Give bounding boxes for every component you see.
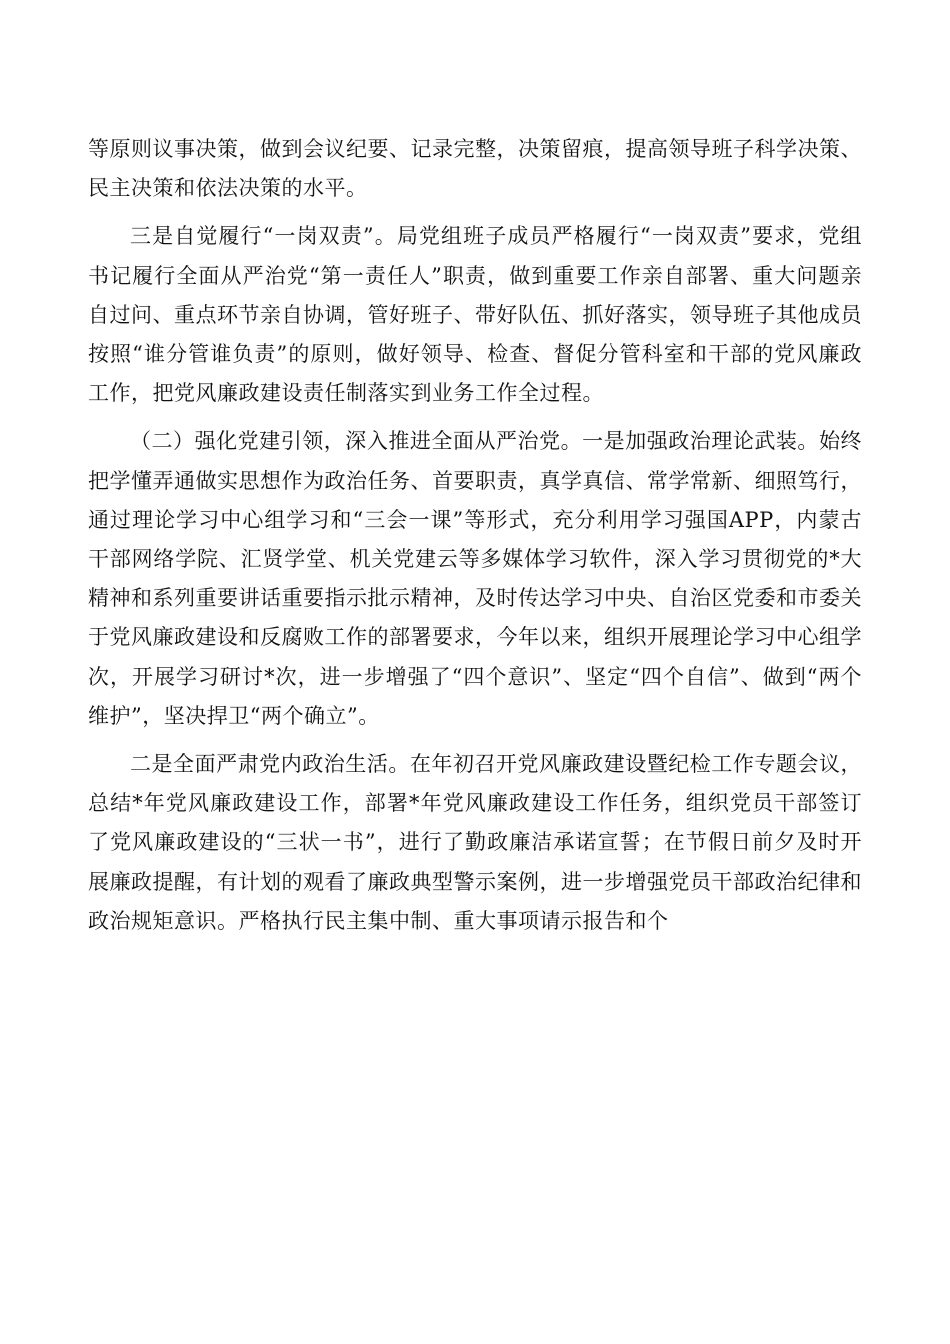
document-body xyxy=(88,130,862,941)
paragraph-3: （二）强化党建引领，深入推进全面从严治党。一是加强政治理论武装。始终把学懂弄通做实思想作为政治任务、首要职责，真学真信、常学常新、细照笃行，通过理论学习中心组学习和“三会一课”等形式，充分利用学习强国APP，内蒙古干部网络学院、汇贤学堂、机关党建云等多媒体学习软件，深入学习贯彻党的*大精神和系列重要讲话重要指示批示精神，及时传达学习中央、自治区党委和市委关于党风廉政建设和反腐败工作的部署要求，今年以来，组织开展理论学习中心组学次，开展学习研讨*次，进一步增强了“四个意识”、坚定“四个自信”、做到“两个维护”，坚决捍卫“两个确立”。 xyxy=(88,429,862,728)
paragraph-2: 三是自觉履行“一岗双责”。局党组班子成员严格履行“一岗双责”要求，党组书记履行全面从严治党“第一责任人”职责，做到重要工作亲自部署、重大问题亲自过问、重点环节亲自协调，管好班子、带好队伍、抓好落实，领导班子其他成员按照“谁分管谁负责”的原则，做好领导、检查、督促分管科室和干部的党风廉政工作，把党风廉政建设责任制落实到业务工作全过程。 xyxy=(88,224,862,406)
paragraph-1: 等原则议事决策，做到会议纪要、记录完整，决策留痕，提高领导班子科学决策、民主决策和依法决策的水平。 xyxy=(88,137,862,201)
paragraph-4: 二是全面严肃党内政治生活。在年初召开党风廉政建设暨纪检工作专题会议，总结*年党风廉政建设工作，部署*年党风廉政建设工作任务，组织党员干部签订了党风廉政建设的“三状一书”，进行了勤政廉洁承诺宣誓；在节假日前夕及时开展廉政提醒，有计划的观看了廉政典型警示案例，进一步增强党员干部政治纪律和政治规矩意识。严格执行民主集中制、重大事项请示报告和个 xyxy=(88,752,862,933)
